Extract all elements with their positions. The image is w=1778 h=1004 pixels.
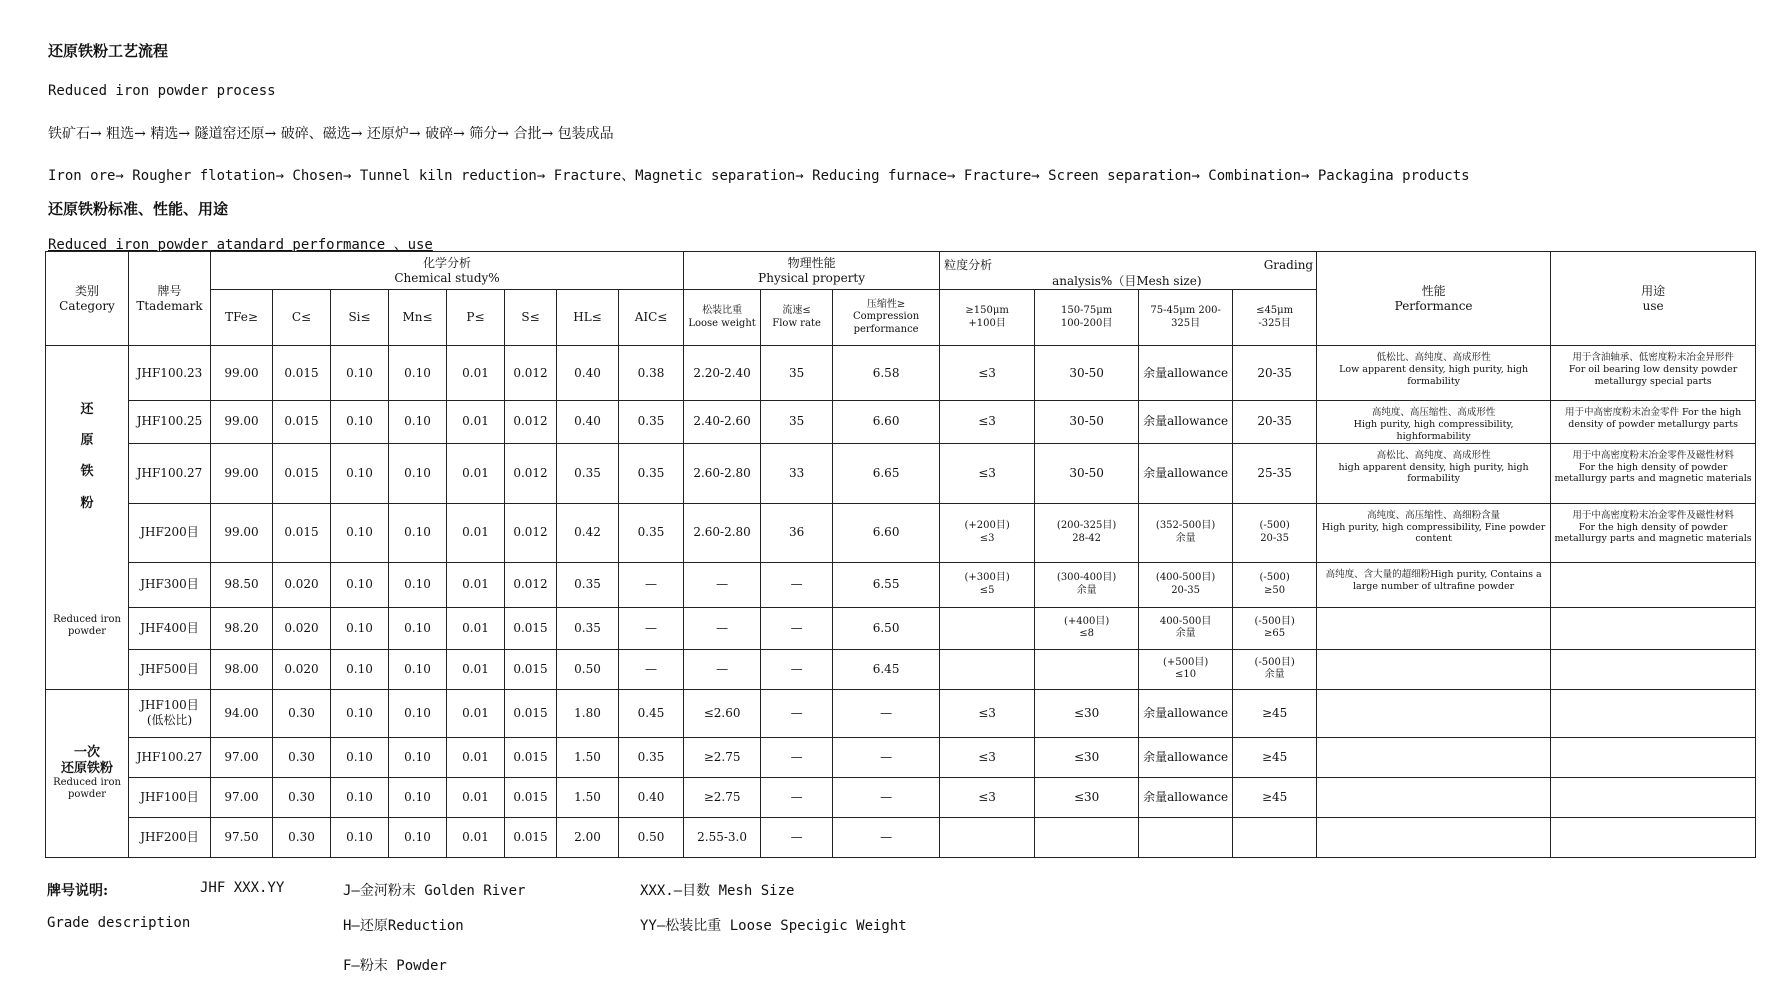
value-cell: — bbox=[833, 689, 940, 737]
value-cell: — bbox=[761, 737, 833, 777]
value-cell: 0.01 bbox=[447, 503, 505, 562]
value-cell: 0.01 bbox=[447, 649, 505, 689]
footer-label-cn: 牌号说明: bbox=[47, 883, 109, 899]
use-cell bbox=[1551, 737, 1756, 777]
trademark-cell: JHF200目 bbox=[129, 503, 211, 562]
footer-xxx: XXX.—目数 Mesh Size bbox=[640, 883, 795, 899]
value-cell: (+400目) ≤8 bbox=[1035, 607, 1139, 649]
subheader-cell: 流速≤ Flow rate bbox=[761, 290, 833, 346]
value-cell: 35 bbox=[761, 401, 833, 444]
value-cell: 0.35 bbox=[619, 737, 684, 777]
value-cell: ≤30 bbox=[1035, 689, 1139, 737]
value-cell: 0.50 bbox=[557, 649, 619, 689]
value-cell: 98.50 bbox=[211, 562, 273, 607]
value-cell: 0.35 bbox=[619, 503, 684, 562]
value-cell: 0.30 bbox=[273, 817, 331, 857]
subheader-cell: Si≤ bbox=[331, 290, 389, 346]
value-cell: 98.00 bbox=[211, 649, 273, 689]
value-cell: — bbox=[619, 562, 684, 607]
value-cell: 0.10 bbox=[389, 817, 447, 857]
value-cell bbox=[940, 649, 1035, 689]
trademark-cell: JHF100.27 bbox=[129, 443, 211, 503]
value-cell: 99.00 bbox=[211, 503, 273, 562]
value-cell: 0.015 bbox=[273, 401, 331, 444]
footer-h: H—还原Reduction bbox=[343, 918, 464, 934]
value-cell: 25-35 bbox=[1233, 443, 1317, 503]
value-cell: 30-50 bbox=[1035, 346, 1139, 401]
value-cell: 余量allowance bbox=[1139, 689, 1233, 737]
value-cell: — bbox=[684, 562, 761, 607]
value-cell: 35 bbox=[761, 346, 833, 401]
value-cell: — bbox=[761, 649, 833, 689]
value-cell: (-500) ≥50 bbox=[1233, 562, 1317, 607]
value-cell: 0.35 bbox=[619, 401, 684, 444]
subheader-cell: 75-45μm 200-325目 bbox=[1139, 290, 1233, 346]
value-cell: 0.10 bbox=[331, 607, 389, 649]
value-cell: 30-50 bbox=[1035, 443, 1139, 503]
value-cell: ≤3 bbox=[940, 777, 1035, 817]
value-cell: 余量allowance bbox=[1139, 737, 1233, 777]
value-cell: 0.01 bbox=[447, 401, 505, 444]
value-cell: (-500) 20-35 bbox=[1233, 503, 1317, 562]
value-cell: 0.10 bbox=[389, 503, 447, 562]
footer-f: F—粉末 Powder bbox=[343, 958, 447, 974]
header-grain-cn: 粒度分析 bbox=[944, 258, 993, 272]
value-cell: 0.01 bbox=[447, 346, 505, 401]
value-cell: (+300目) ≤5 bbox=[940, 562, 1035, 607]
table-row bbox=[46, 401, 1756, 444]
value-cell: 0.10 bbox=[331, 817, 389, 857]
value-cell: 0.35 bbox=[557, 443, 619, 503]
value-cell: ≤30 bbox=[1035, 737, 1139, 777]
use-cell: 用于中高密度粉末冶金零件 For the high density of powder metallurgy parts bbox=[1551, 401, 1756, 444]
table-row bbox=[46, 689, 1756, 737]
value-cell: 余量allowance bbox=[1139, 443, 1233, 503]
value-cell: 0.012 bbox=[505, 562, 557, 607]
subheader-cell: TFe≥ bbox=[211, 290, 273, 346]
value-cell: (352-500目) 余量 bbox=[1139, 503, 1233, 562]
value-cell: — bbox=[684, 649, 761, 689]
value-cell: — bbox=[761, 817, 833, 857]
table-row bbox=[46, 562, 1756, 607]
value-cell: 2.00 bbox=[557, 817, 619, 857]
value-cell: 0.42 bbox=[557, 503, 619, 562]
value-cell: 1.50 bbox=[557, 737, 619, 777]
value-cell: 0.10 bbox=[389, 737, 447, 777]
use-cell bbox=[1551, 649, 1756, 689]
process-heading-cn: 还原铁粉工艺流程 bbox=[48, 42, 169, 60]
section-heading-en: Reduced iron powder atandard performance 、use bbox=[48, 237, 433, 253]
value-cell: 2.40-2.60 bbox=[684, 401, 761, 444]
table-row bbox=[46, 443, 1756, 503]
value-cell: 0.015 bbox=[505, 777, 557, 817]
trademark-cell: JHF100目 bbox=[129, 777, 211, 817]
value-cell: 2.60-2.80 bbox=[684, 443, 761, 503]
value-cell: (200-325目) 28-42 bbox=[1035, 503, 1139, 562]
value-cell: 0.10 bbox=[389, 649, 447, 689]
table-row bbox=[46, 346, 1756, 401]
value-cell: — bbox=[833, 777, 940, 817]
value-cell: 0.40 bbox=[557, 401, 619, 444]
trademark-cell: JHF400目 bbox=[129, 607, 211, 649]
value-cell: 0.012 bbox=[505, 443, 557, 503]
process-flow-en: Iron ore→ Rougher flotation→ Chosen→ Tunnel kiln reduction→ Fracture、Magnetic separation→ Reducing furnace→ Fracture→ Screen separation→ Combination→ Packagina products bbox=[48, 168, 1470, 184]
value-cell: 余量allowance bbox=[1139, 401, 1233, 444]
value-cell: 0.10 bbox=[331, 649, 389, 689]
table-row bbox=[46, 737, 1756, 777]
value-cell: — bbox=[619, 607, 684, 649]
value-cell: — bbox=[833, 817, 940, 857]
use-cell: 用于含油轴承、低密度粉末冶金异形件 For oil bearing low density powder metallurgy special parts bbox=[1551, 346, 1756, 401]
value-cell: 36 bbox=[761, 503, 833, 562]
value-cell: 6.55 bbox=[833, 562, 940, 607]
value-cell: 0.01 bbox=[447, 689, 505, 737]
value-cell: 0.40 bbox=[557, 346, 619, 401]
value-cell: 0.012 bbox=[505, 346, 557, 401]
header-chemical-study: 化学分析 Chemical study% bbox=[211, 252, 684, 290]
value-cell: 余量allowance bbox=[1139, 346, 1233, 401]
value-cell: 0.35 bbox=[557, 607, 619, 649]
value-cell: 20-35 bbox=[1233, 346, 1317, 401]
table-row bbox=[46, 777, 1756, 817]
footer-code: JHF XXX.YY bbox=[200, 880, 285, 896]
value-cell: (+500目) ≤10 bbox=[1139, 649, 1233, 689]
value-cell: 0.10 bbox=[331, 401, 389, 444]
value-cell: 2.55-3.0 bbox=[684, 817, 761, 857]
header-row bbox=[46, 252, 1756, 290]
value-cell: — bbox=[684, 607, 761, 649]
value-cell: 0.10 bbox=[389, 346, 447, 401]
section-heading-cn: 还原铁粉标准、性能、用途 bbox=[48, 200, 229, 218]
subheader-cell: AIC≤ bbox=[619, 290, 684, 346]
value-cell: 0.012 bbox=[505, 503, 557, 562]
use-cell bbox=[1551, 607, 1756, 649]
value-cell: 0.30 bbox=[273, 737, 331, 777]
use-cell: 用于中高密度粉末冶金零件及磁性材料 For the high density of powder metallurgy parts and magnetic materials bbox=[1551, 503, 1756, 562]
header-trademark: 牌号 Ttademark bbox=[129, 252, 211, 346]
category-cn: 一次 还原铁粉 bbox=[60, 744, 113, 777]
table-row bbox=[46, 817, 1756, 857]
value-cell: ≥2.75 bbox=[684, 737, 761, 777]
header-grain-analysis bbox=[940, 252, 1317, 290]
performance-cell bbox=[1317, 817, 1551, 857]
value-cell: 2.20-2.40 bbox=[684, 346, 761, 401]
value-cell: 0.10 bbox=[331, 777, 389, 817]
value-cell: 0.10 bbox=[331, 737, 389, 777]
value-cell: 0.10 bbox=[331, 346, 389, 401]
performance-cell bbox=[1317, 737, 1551, 777]
value-cell bbox=[940, 607, 1035, 649]
value-cell: 97.00 bbox=[211, 737, 273, 777]
value-cell: 6.65 bbox=[833, 443, 940, 503]
header-grain-en: analysis%（目Mesh size) bbox=[1052, 274, 1202, 288]
performance-cell: 高纯度、含大量的超细粉High purity, Contains a large number of ultrafine powder bbox=[1317, 562, 1551, 607]
value-cell: 0.10 bbox=[331, 443, 389, 503]
value-cell: 0.01 bbox=[447, 443, 505, 503]
use-cell bbox=[1551, 817, 1756, 857]
value-cell: 30-50 bbox=[1035, 401, 1139, 444]
value-cell: 0.01 bbox=[447, 737, 505, 777]
value-cell: (400-500目) 20-35 bbox=[1139, 562, 1233, 607]
performance-cell bbox=[1317, 607, 1551, 649]
value-cell bbox=[1139, 817, 1233, 857]
value-cell: 0.10 bbox=[389, 401, 447, 444]
value-cell: 0.01 bbox=[447, 817, 505, 857]
value-cell: (-500目) 余量 bbox=[1233, 649, 1317, 689]
value-cell: 0.10 bbox=[331, 689, 389, 737]
subheader-cell: S≤ bbox=[505, 290, 557, 346]
value-cell: 97.00 bbox=[211, 777, 273, 817]
value-cell: 0.30 bbox=[273, 689, 331, 737]
value-cell: 6.50 bbox=[833, 607, 940, 649]
value-cell: (-500目) ≥65 bbox=[1233, 607, 1317, 649]
value-cell: 20-35 bbox=[1233, 401, 1317, 444]
performance-cell: 高纯度、高压缩性、高细粉含量 High purity, high compressibility, Fine powder content bbox=[1317, 503, 1551, 562]
subheader-cell: 松装比重 Loose weight bbox=[684, 290, 761, 346]
performance-cell bbox=[1317, 689, 1551, 737]
value-cell: ≤3 bbox=[940, 737, 1035, 777]
value-cell bbox=[1035, 817, 1139, 857]
value-cell: 0.50 bbox=[619, 817, 684, 857]
category-cn: 还 原 铁 粉 bbox=[80, 402, 94, 511]
value-cell: 99.00 bbox=[211, 346, 273, 401]
value-cell: ≤3 bbox=[940, 346, 1035, 401]
subheader-cell: Mn≤ bbox=[389, 290, 447, 346]
subheader-cell: 压缩性≥ Compression performance bbox=[833, 290, 940, 346]
value-cell: 99.00 bbox=[211, 443, 273, 503]
value-cell: — bbox=[619, 649, 684, 689]
subheader-cell: P≤ bbox=[447, 290, 505, 346]
value-cell: 0.35 bbox=[619, 443, 684, 503]
use-cell bbox=[1551, 562, 1756, 607]
value-cell: 1.80 bbox=[557, 689, 619, 737]
value-cell: 2.60-2.80 bbox=[684, 503, 761, 562]
process-flow-cn: 铁矿石→ 粗选→ 精选→ 隧道窑还原→ 破碎、磁选→ 还原炉→ 破碎→ 筛分→ 合批→ 包装成品 bbox=[48, 126, 614, 142]
value-cell: 99.00 bbox=[211, 401, 273, 444]
value-cell: 0.38 bbox=[619, 346, 684, 401]
value-cell: ≥45 bbox=[1233, 737, 1317, 777]
value-cell: 余量allowance bbox=[1139, 777, 1233, 817]
value-cell: — bbox=[833, 737, 940, 777]
category-primary-reduced-iron-powder bbox=[46, 689, 129, 857]
value-cell: 0.10 bbox=[331, 562, 389, 607]
trademark-cell: JHF200目 bbox=[129, 817, 211, 857]
value-cell: 97.50 bbox=[211, 817, 273, 857]
value-cell: 0.40 bbox=[619, 777, 684, 817]
performance-cell: 高纯度、高压缩性、高成形性 High purity, high compressibility, highformability bbox=[1317, 401, 1551, 444]
value-cell: ≤30 bbox=[1035, 777, 1139, 817]
value-cell: 6.58 bbox=[833, 346, 940, 401]
header-use: 用途 use bbox=[1551, 252, 1756, 346]
value-cell: 6.60 bbox=[833, 401, 940, 444]
value-cell: 0.015 bbox=[505, 817, 557, 857]
value-cell: — bbox=[761, 777, 833, 817]
value-cell: (300-400目) 余量 bbox=[1035, 562, 1139, 607]
value-cell: — bbox=[761, 689, 833, 737]
value-cell: 0.01 bbox=[447, 607, 505, 649]
performance-cell: 低松比、高纯度、高成形性 Low apparent density, high purity, high formability bbox=[1317, 346, 1551, 401]
table-row bbox=[46, 503, 1756, 562]
value-cell: (+200目) ≤3 bbox=[940, 503, 1035, 562]
header-grading: Grading bbox=[1263, 258, 1314, 272]
value-cell: ≥45 bbox=[1233, 777, 1317, 817]
trademark-cell: JHF100目 (低松比) bbox=[129, 689, 211, 737]
footer-yy: YY—松装比重 Loose Specigic Weight bbox=[640, 918, 907, 934]
value-cell: 0.015 bbox=[505, 607, 557, 649]
value-cell: 0.015 bbox=[505, 737, 557, 777]
value-cell: 0.015 bbox=[273, 443, 331, 503]
table-row bbox=[46, 607, 1756, 649]
value-cell: ≤3 bbox=[940, 401, 1035, 444]
value-cell: — bbox=[761, 607, 833, 649]
header-physical-property: 物理性能 Physical property bbox=[684, 252, 940, 290]
value-cell: 0.10 bbox=[389, 689, 447, 737]
value-cell: 6.45 bbox=[833, 649, 940, 689]
performance-cell bbox=[1317, 777, 1551, 817]
subheader-cell: 150-75μm 100-200目 bbox=[1035, 290, 1139, 346]
value-cell: 400-500目 余量 bbox=[1139, 607, 1233, 649]
value-cell: 0.015 bbox=[273, 346, 331, 401]
value-cell: 0.10 bbox=[389, 777, 447, 817]
trademark-cell: JHF300目 bbox=[129, 562, 211, 607]
value-cell: 0.10 bbox=[389, 562, 447, 607]
value-cell: 0.015 bbox=[505, 649, 557, 689]
trademark-cell: JHF100.27 bbox=[129, 737, 211, 777]
subheader-cell: ≥150μm +100目 bbox=[940, 290, 1035, 346]
value-cell: ≤3 bbox=[940, 443, 1035, 503]
trademark-cell: JHF500目 bbox=[129, 649, 211, 689]
category-en: Reduced iron powder bbox=[53, 613, 121, 637]
value-cell: 0.015 bbox=[505, 689, 557, 737]
value-cell: 6.60 bbox=[833, 503, 940, 562]
subheader-cell: C≤ bbox=[273, 290, 331, 346]
subheader-cell: ≤45μm -325目 bbox=[1233, 290, 1317, 346]
use-cell bbox=[1551, 689, 1756, 737]
performance-cell: 高松比、高纯度、高成形性 high apparent density, high purity, high formability bbox=[1317, 443, 1551, 503]
value-cell: 0.10 bbox=[389, 607, 447, 649]
subheader-cell: HL≤ bbox=[557, 290, 619, 346]
table-row bbox=[46, 649, 1756, 689]
category-en: Reduced iron powder bbox=[53, 777, 121, 801]
performance-cell bbox=[1317, 649, 1551, 689]
value-cell: 0.30 bbox=[273, 777, 331, 817]
process-heading-en: Reduced iron powder process bbox=[48, 83, 276, 99]
header-category: 类别 Category bbox=[46, 252, 129, 346]
use-cell: 用于中高密度粉末冶金零件及磁性材料 For the high density of powder metallurgy parts and magnetic materials bbox=[1551, 443, 1756, 503]
value-cell: — bbox=[761, 562, 833, 607]
value-cell: ≥2.75 bbox=[684, 777, 761, 817]
footer-label-en: Grade description bbox=[47, 915, 191, 931]
footer-j: J—金河粉末 Golden River bbox=[343, 883, 526, 899]
value-cell: 0.020 bbox=[273, 607, 331, 649]
value-cell: ≥45 bbox=[1233, 689, 1317, 737]
trademark-cell: JHF100.25 bbox=[129, 401, 211, 444]
value-cell: ≤2.60 bbox=[684, 689, 761, 737]
value-cell: ≤3 bbox=[940, 689, 1035, 737]
header-performance: 性能 Performance bbox=[1317, 252, 1551, 346]
value-cell: 98.20 bbox=[211, 607, 273, 649]
value-cell: 94.00 bbox=[211, 689, 273, 737]
value-cell bbox=[1233, 817, 1317, 857]
spec-table bbox=[45, 251, 1756, 858]
value-cell: 0.012 bbox=[505, 401, 557, 444]
value-cell: 0.020 bbox=[273, 649, 331, 689]
value-cell: 0.10 bbox=[331, 503, 389, 562]
value-cell: 1.50 bbox=[557, 777, 619, 817]
value-cell: 33 bbox=[761, 443, 833, 503]
value-cell: 0.45 bbox=[619, 689, 684, 737]
value-cell: 0.10 bbox=[389, 443, 447, 503]
value-cell bbox=[1035, 649, 1139, 689]
value-cell: 0.015 bbox=[273, 503, 331, 562]
trademark-cell: JHF100.23 bbox=[129, 346, 211, 401]
value-cell: 0.35 bbox=[557, 562, 619, 607]
value-cell: 0.01 bbox=[447, 562, 505, 607]
value-cell bbox=[940, 817, 1035, 857]
value-cell: 0.020 bbox=[273, 562, 331, 607]
use-cell bbox=[1551, 777, 1756, 817]
category-reduced-iron-powder bbox=[46, 346, 129, 690]
value-cell: 0.01 bbox=[447, 777, 505, 817]
